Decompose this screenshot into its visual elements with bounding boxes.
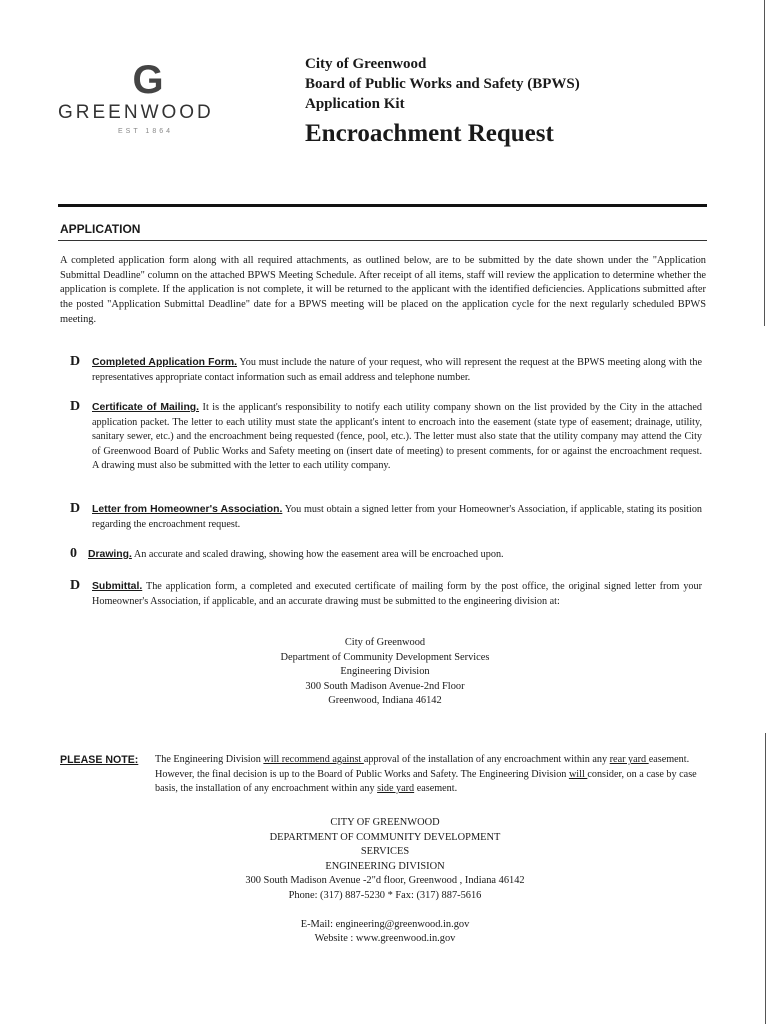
note-underline: rear yard (609, 754, 649, 765)
checkbox-mark: 0 (70, 546, 77, 561)
greenwood-logo (58, 60, 238, 135)
address-line: Greenwood, Indiana 46142 (328, 695, 442, 707)
logo-established: EST 1864 (118, 128, 174, 135)
document-header (305, 54, 580, 150)
item-label: Letter from Homeowner's Association. (92, 504, 283, 515)
header-kit: Application Kit (305, 96, 405, 112)
contact-line: SERVICES (360, 846, 410, 858)
contact-phone-fax: Phone: (317) 887-5230 * Fax: (317) 887-5616 (288, 889, 482, 901)
checklist-item (70, 503, 702, 532)
note-fragment: consider, on a case by case basis, the installation of any encroachment within any (155, 768, 697, 795)
contact-website: Website : www.greenwood.in.gov (314, 933, 456, 945)
section-heading: APPLICATION (60, 222, 141, 236)
checklist-item (70, 580, 702, 609)
header-city: City of Greenwood (305, 56, 427, 72)
checkbox-mark: D (70, 501, 81, 516)
address-line: 300 South Madison Avenue-2nd Floor (305, 680, 465, 692)
please-note (60, 753, 700, 797)
page-title: Encroachment Request (305, 120, 554, 147)
contact-line: DEPARTMENT OF COMMUNITY DEVELOPMENT (269, 831, 501, 843)
item-text: It is the applicant's responsibility to notify each utility company shown on the list provided by the City in the attached application packet. The letter to each utility must state the applicant's intent to encroach into the easement (state type of easement; drainage, utility, sanitary sewer, etc.) and the encroachment being requested (fence, pool, etc.). The letter must also state that the utility company may attend the City of Greenwood Board of Public Works and Safety meeting on (insert date of meeting) to present comments, for or against the encroachment request. A drawing must also be submitted with the letter to each utility company. (92, 402, 703, 472)
item-label: Drawing. (88, 549, 132, 560)
note-fragment: approval of the installation of any encroachment within any (363, 754, 610, 765)
note-fragment: The Engineering Division (155, 754, 264, 765)
intro-paragraph: A completed application form along with all required attachments, as outlined below, are to be submitted by the date shown under the "Application Submittal Deadline" column on the attached BPWS Meeting Schedule. After receipt of all items, staff will review the application to determine whether the application is complete. If the application is not complete, it will be returned to the applicant with the identified deficiencies. Applications submitted after the posted "Application Submittal Deadline" date for a BPWS meeting will be placed on the application cycle for the next regularly scheduled BPWS meeting. (60, 255, 706, 325)
checklist-item (70, 356, 702, 385)
header-divider (58, 204, 707, 207)
contact-block (0, 816, 770, 947)
checkbox-mark: D (70, 354, 81, 369)
submittal-address (0, 636, 770, 709)
header-board: Board of Public Works and Safety (BPWS) (305, 76, 580, 92)
checklist-item (70, 401, 702, 474)
note-underline: side yard (377, 783, 415, 795)
note-underline: will (568, 768, 588, 780)
page-edge-line (764, 0, 765, 326)
note-label: PLEASE NOTE: (60, 754, 139, 766)
note-fragment: easement. (414, 783, 458, 795)
contact-line: ENGINEERING DIVISION (325, 860, 445, 872)
logo-letter: G (132, 58, 164, 102)
item-label: Certificate of Mailing. (92, 402, 200, 413)
address-line: Department of Community Development Services (280, 651, 490, 663)
item-text: You must obtain a signed letter from your Homeowner's Association, if applicable, stating its position regarding the encroachment request. (92, 504, 703, 530)
note-fragment: easement. However, the final decision is up to the Board of Public Works and Safety. The Engineering Division (155, 754, 690, 780)
item-text: The application form, a completed and executed certificate of mailing form by the post office, the original signed letter from your Homeowner's Association, if applicable, and an accurate drawing must be submitted to the engineering division at: (92, 581, 702, 607)
contact-email: E-Mail: engineering@greenwood.in.gov (300, 918, 470, 930)
address-line: Engineering Division (340, 666, 430, 678)
note-underline: will recommend against (263, 754, 364, 765)
checkbox-mark: D (70, 578, 81, 593)
note-text (155, 753, 700, 797)
item-label: Completed Application Form. (92, 357, 238, 368)
checklist-item (70, 548, 702, 563)
item-text: An accurate and scaled drawing, showing how the easement area will be encroached upon. (131, 549, 504, 560)
contact-line: 300 South Madison Avenue -2"d floor, Greenwood , Indiana 46142 (245, 875, 525, 887)
checkbox-mark: D (70, 399, 81, 414)
section-divider (58, 240, 707, 241)
item-text: You must include the nature of your request, who will represent the request at the BPWS meeting along with the representatives appropriate contact information such as email address and telephone number. (92, 357, 703, 383)
address-line: City of Greenwood (344, 637, 426, 648)
contact-line: CITY OF GREENWOOD (330, 817, 440, 828)
item-label: Submittal. (92, 581, 143, 592)
logo-name: GREENWOOD (58, 102, 214, 123)
